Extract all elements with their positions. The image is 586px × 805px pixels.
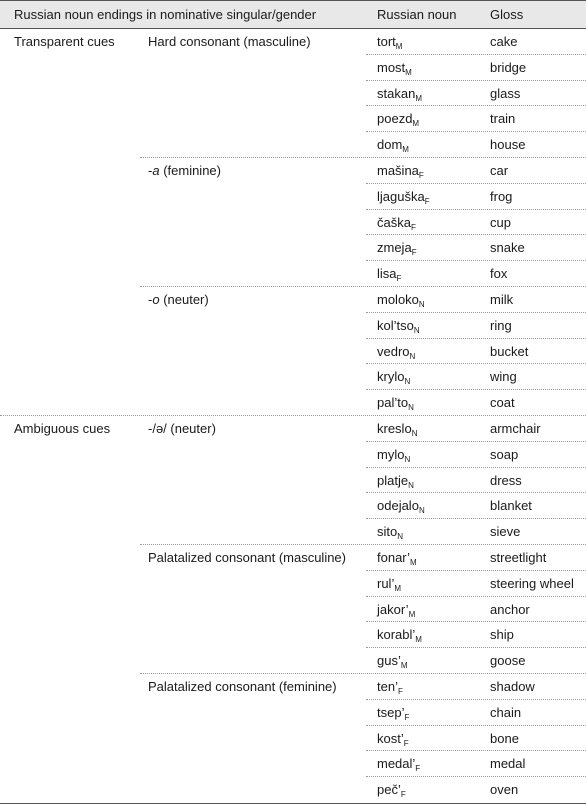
gloss: train — [490, 111, 516, 127]
table-row — [0, 390, 586, 416]
russian-noun: most$_M$ — [377, 59, 412, 77]
gender-subscript: M — [394, 583, 402, 593]
gloss: car — [490, 162, 509, 178]
header-endings: Russian noun endings in nominative singular/gender — [14, 7, 317, 22]
gloss: ship — [490, 627, 514, 643]
gender-subscript: M — [395, 42, 403, 51]
gender-subscript: M — [410, 557, 417, 567]
russian-noun: mašina$_F$ — [377, 162, 424, 180]
gloss: chain — [490, 704, 522, 720]
table-row — [0, 700, 586, 726]
gloss: blanket — [490, 498, 532, 514]
gloss: coat — [490, 395, 515, 411]
category-label: Transparent cues — [14, 34, 115, 49]
gloss: steering wheel — [490, 575, 574, 591]
russian-noun: odejalo$_N$ — [377, 498, 425, 516]
table-body — [0, 29, 586, 803]
gloss: bone — [490, 730, 519, 746]
ending-label: -o (neuter) — [148, 291, 209, 307]
table-row — [0, 184, 586, 210]
russian-noun: lisa$_F$ — [377, 266, 402, 284]
gender-subscript: F — [415, 764, 421, 774]
table-row — [0, 235, 586, 261]
gender-subscript: N — [409, 351, 416, 361]
russian-noun: ljaguška$_F$ — [377, 188, 430, 206]
gender-subscript: M — [402, 145, 409, 155]
gloss: streetlight — [490, 549, 547, 565]
gloss: bucket — [490, 343, 529, 359]
header-gloss: Gloss — [490, 7, 524, 22]
gloss: shadow — [490, 678, 535, 694]
ending-label: -/ə/ (neuter) — [148, 420, 216, 436]
table-row — [0, 339, 586, 365]
gender-subscript: N — [408, 403, 414, 413]
gloss: medal — [490, 756, 526, 772]
gloss: cake — [490, 34, 518, 49]
table-row — [0, 648, 586, 674]
table-row — [0, 132, 586, 158]
gender-subscript: N — [418, 299, 425, 309]
gloss: milk — [490, 291, 514, 307]
gender-subscript: M — [408, 609, 416, 619]
table-row — [0, 287, 586, 313]
gender-subscript: M — [415, 93, 422, 103]
russian-noun: $kost’_F$ — [377, 730, 409, 748]
gloss: goose — [490, 653, 526, 669]
ending-label: -a (feminine) — [148, 162, 221, 178]
gender-subscript: N — [413, 325, 420, 335]
category-label: Ambiguous cues — [14, 420, 111, 436]
gender-subscript: F — [396, 274, 402, 284]
gloss: wing — [490, 369, 517, 385]
table-row — [0, 416, 586, 442]
gloss: snake — [490, 240, 525, 256]
gloss: frog — [490, 188, 513, 204]
russian-noun: zmeja$_F$ — [377, 240, 417, 258]
table-row — [0, 571, 586, 597]
table-row — [0, 364, 586, 390]
gloss: fox — [490, 266, 508, 282]
russian-noun: kreslo$_N$ — [377, 420, 418, 438]
gender-subscript: F — [400, 790, 406, 800]
gender-subscript: N — [418, 506, 425, 516]
russian-noun: moloko$_N$ — [377, 291, 425, 309]
table-row — [0, 751, 586, 777]
table-row — [0, 210, 586, 236]
russian-noun: krylo$_N$ — [377, 369, 411, 387]
gloss: sieve — [490, 524, 521, 540]
gender-subscript: N — [408, 480, 414, 490]
gender-subscript: F — [424, 196, 430, 206]
russian-noun: platje$_N$ — [377, 472, 414, 490]
table-row — [0, 674, 586, 700]
table-row — [0, 261, 586, 287]
ending-label: Palatalized consonant (masculine) — [148, 549, 346, 565]
ending-label: Hard consonant (masculine) — [148, 34, 311, 49]
table-row — [0, 726, 586, 752]
table-row — [0, 158, 586, 184]
gender-subscript: F — [410, 222, 416, 232]
gender-subscript: M — [405, 67, 412, 77]
table-row — [0, 29, 586, 55]
gender-subscript: N — [411, 428, 418, 438]
table-row — [0, 622, 586, 648]
gender-subscript: N — [404, 454, 411, 464]
russian-noun: sito$_N$ — [377, 524, 404, 542]
russian-noun: $pal’to_N$ — [377, 395, 414, 413]
gloss: soap — [490, 446, 519, 462]
russian-noun: $rul’_M$ — [377, 575, 402, 593]
gender-subscript: F — [397, 686, 403, 696]
table-row — [0, 545, 586, 571]
header-russian-noun: Russian noun — [377, 7, 457, 22]
russian-noun: $jakor’_M$ — [377, 601, 416, 619]
russian-noun: kol’tso$_N$ — [377, 317, 420, 335]
russian-noun: $fonar’_M$ — [377, 549, 417, 567]
gloss: bridge — [490, 59, 527, 75]
table-row — [0, 81, 586, 107]
table-row — [0, 55, 586, 81]
gloss: oven — [490, 782, 519, 798]
russian-noun: stakan$_M$ — [377, 85, 422, 103]
table-header — [0, 0, 586, 29]
gloss: glass — [490, 85, 521, 101]
russian-noun: poezd$_M$ — [377, 111, 420, 129]
russian-noun: dom$_M$ — [377, 137, 409, 155]
gender-subscript: F — [418, 170, 424, 180]
gloss: dress — [490, 472, 522, 488]
gender-subscript: M — [400, 661, 408, 671]
table-row — [0, 493, 586, 519]
russian-noun: $korabl’_M$ — [377, 627, 422, 645]
russian-noun: mylo$_N$ — [377, 446, 411, 464]
gender-subscript: N — [397, 532, 404, 542]
russian-noun: $medal’_F$ — [377, 756, 421, 774]
table-row — [0, 519, 586, 545]
gloss: house — [490, 137, 526, 153]
table-row — [0, 777, 586, 803]
russian-noun: $gus’_M$ — [377, 653, 408, 671]
gloss: ring — [490, 317, 512, 333]
gender-subscript: F — [403, 738, 409, 748]
gender-subscript: F — [404, 712, 410, 722]
table-row — [0, 442, 586, 468]
russian-noun: $tsep’_F$ — [377, 704, 410, 722]
russian-noun: vedro$_N$ — [377, 343, 416, 361]
table-bottom-rule — [0, 803, 586, 804]
gender-subscript: F — [411, 248, 417, 258]
russian-noun: čaška$_F$ — [377, 214, 416, 232]
table-row — [0, 597, 586, 623]
table-row — [0, 106, 586, 132]
gloss: armchair — [490, 420, 541, 436]
russian-noun: $ten’_F$ — [377, 678, 403, 696]
table-row — [0, 468, 586, 494]
russian-noun: tort$_M$ — [377, 34, 403, 51]
ending-label: Palatalized consonant (feminine) — [148, 678, 337, 694]
gender-subscript: M — [415, 635, 422, 645]
gender-subscript: N — [404, 377, 411, 387]
gloss: anchor — [490, 601, 530, 617]
gender-subscript: M — [412, 119, 420, 129]
russian-noun: $peč’_F$ — [377, 782, 406, 800]
gloss: cup — [490, 214, 511, 230]
table-row — [0, 313, 586, 339]
